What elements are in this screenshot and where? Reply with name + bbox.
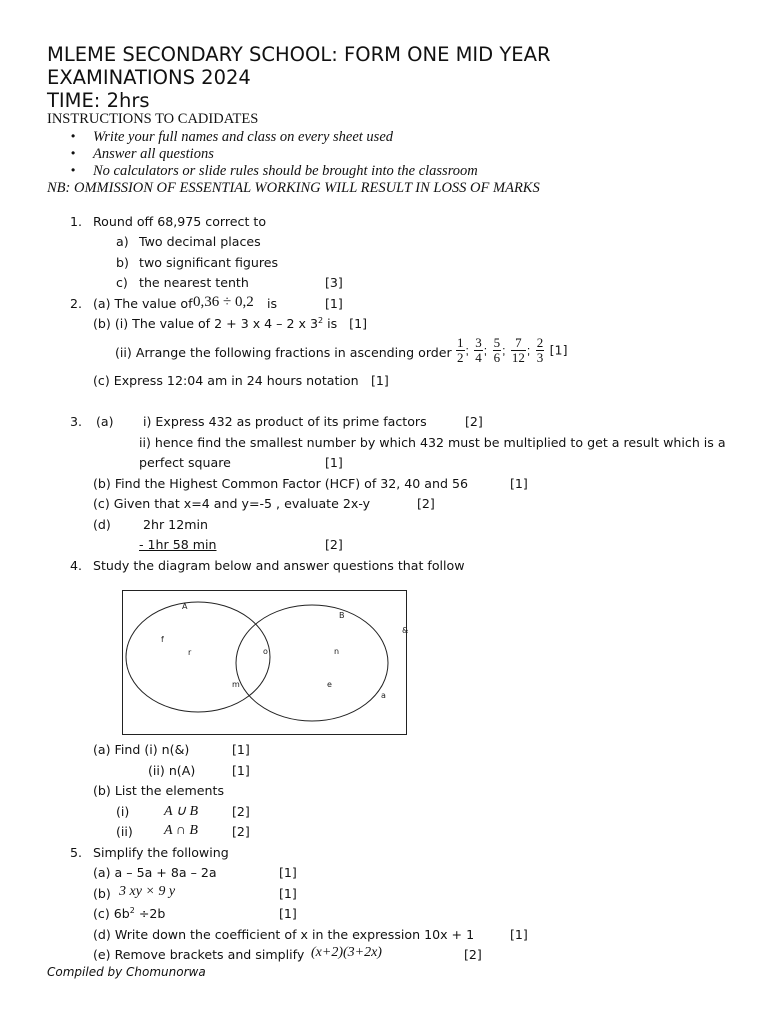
q1-b-label: b) [116, 255, 129, 270]
q2-fraction-list: $\frac{1}{2}$ ; $\frac{3}{4}$ ; $\frac{5}{6}$ ; $\frac{7}{12}$ ; $\frac{2}{3}$ [1] [457, 335, 568, 365]
q3-d-line-1: 2hr 12min [143, 517, 208, 532]
q4-bii-marks: [2] [232, 824, 250, 839]
q2-bii-marks: [1] [549, 342, 568, 358]
q5-number: 5. [70, 845, 83, 860]
venn-element: a [381, 691, 386, 700]
fraction: $\frac{1}{2}$ [457, 335, 464, 365]
q5-b-label: (b) [93, 886, 111, 901]
q3-b-marks: [1] [510, 476, 528, 491]
q4-bii-label: (ii) [116, 824, 133, 839]
q1-text: Round off 68,975 correct to [93, 214, 267, 229]
q5-e-marks: [2] [464, 947, 482, 962]
q5-text: Simplify the following [93, 845, 229, 860]
title-line-1: MLEME SECONDARY SCHOOL: FORM ONE MID YEAR [47, 43, 551, 66]
q5-c-marks: [1] [279, 906, 297, 921]
footer-credit: Compiled by Chomunorwa [47, 965, 206, 979]
fraction: $\frac{7}{12}$ [511, 335, 525, 365]
q4-bi-marks: [2] [232, 804, 250, 819]
exam-time: TIME: 2hrs [47, 89, 150, 112]
bullet-icon: • [71, 129, 76, 143]
q2-bi-exponent: 2 [317, 316, 324, 325]
venn-element: m [232, 680, 240, 689]
q4-number: 4. [70, 558, 83, 573]
q3-b-text: (b) Find the Highest Common Factor (HCF) of 32, 40 and 56 [93, 476, 469, 491]
q2-a-is: is [267, 296, 278, 311]
q3-ai-marks: [2] [465, 414, 483, 429]
instruction-item: Answer all questions [93, 146, 214, 162]
bullet-icon: • [71, 146, 76, 160]
q5-a-text: (a) a – 5a + 8a – 2a [93, 865, 217, 880]
q3-aii-text: ii) hence find the smallest number by which 432 must be multiplied to get a result which is a [139, 435, 726, 450]
bullet-icon: • [71, 163, 76, 177]
fraction: $\frac{2}{3}$ [536, 335, 544, 365]
q2-c-text: (c) Express 12:04 am in 24 hours notation [93, 373, 359, 388]
q2-bi-is: is [327, 316, 338, 332]
q5-c-text [93, 906, 165, 921]
title-line-2: EXAMINATIONS 2024 [47, 66, 251, 89]
q3-aii-marks: [1] [325, 455, 343, 470]
q3-a-label: (a) [96, 414, 114, 429]
q5-d-text: (d) Write down the coefficient of x in the expression 10x + 1 [93, 927, 475, 942]
q1-c-text: the nearest tenth [139, 275, 249, 290]
fraction: $\frac{3}{4}$ [475, 335, 482, 365]
venn-element: e [327, 680, 332, 689]
q3-number: 3. [70, 414, 83, 429]
q3-ai-text: i) Express 432 as product of its prime factors [143, 414, 427, 429]
venn-element: o [263, 647, 268, 656]
q5-a-marks: [1] [279, 865, 297, 880]
q4-bii-expression: A ∩ B [164, 823, 198, 838]
q3-aii-text-cont: perfect square [139, 455, 231, 470]
q4-aii-marks: [1] [232, 763, 250, 778]
venn-diagram [122, 590, 408, 736]
q2-a-text: (a) The value of [93, 296, 193, 311]
q1-c-label: c) [116, 275, 128, 290]
instruction-item: No calculators or slide rules should be brought into the classroom [93, 163, 478, 179]
fraction: $\frac{5}{6}$ [493, 335, 501, 365]
instructions-heading: INSTRUCTIONS TO CADIDATES [47, 111, 259, 127]
q5-e-expression: (x+2)(3+2x) [311, 945, 382, 960]
q4-bi-expression: A ∪ B [164, 804, 199, 819]
q2-bii-text: (ii) Arrange the following fractions in ascending order [115, 345, 452, 360]
q2-a-marks: [1] [325, 296, 343, 311]
q4-aii-text: (ii) n(A) [148, 763, 196, 778]
q5-c-exponent: 2 [129, 906, 135, 915]
q1-marks: [3] [325, 275, 343, 290]
q5-e-text: (e) Remove brackets and simplify [93, 947, 305, 962]
q1-a-label: a) [116, 234, 129, 249]
set-a-label: A [182, 602, 188, 611]
q4-bi-label: (i) [116, 804, 130, 819]
q1-b-text: two significant figures [139, 255, 279, 270]
universal-set-rectangle [123, 591, 407, 735]
q1-number: 1. [70, 214, 83, 229]
q3-d-line-2: - 1hr 58 min [139, 537, 217, 552]
q2-bi-expression: (b) (i) The value of 2 + 3 x 4 – 2 x 3 [93, 316, 318, 332]
q3-d-label: (d) [93, 517, 111, 532]
universal-set-label: & [402, 626, 408, 635]
q2-c-marks: [1] [371, 373, 389, 388]
q1-a-text: Two decimal places [139, 234, 261, 249]
q2-number: 2. [70, 296, 83, 311]
q4-a-text: (a) Find (i) n(&) [93, 742, 190, 757]
instruction-item: Write your full names and class on every sheet used [93, 129, 394, 145]
q4-b-text: (b) List the elements [93, 783, 225, 798]
q5-b-expression: 3 xy × 9 y [119, 884, 176, 899]
set-b-circle [236, 605, 388, 721]
venn-element: f [161, 635, 164, 644]
q3-c-marks: [2] [417, 496, 435, 511]
q2-a-expression: 0,36 ÷ 0,2 [193, 294, 254, 310]
q2-bi-marks: [1] [349, 316, 367, 332]
q5-d-marks: [1] [510, 927, 528, 942]
q5-c-base: (c) 6b [93, 906, 130, 922]
q3-d-marks: [2] [325, 537, 343, 552]
venn-element: n [334, 647, 340, 656]
q4-ai-marks: [1] [232, 742, 250, 757]
venn-element: r [188, 648, 192, 657]
set-b-label: B [339, 611, 345, 620]
nb-note: NB: OMMISSION OF ESSENTIAL WORKING WILL RESULT IN LOSS OF MARKS [47, 180, 540, 196]
q5-c-rest: ÷2b [134, 906, 166, 922]
q4-text: Study the diagram below and answer questions that follow [93, 558, 465, 573]
q5-b-marks: [1] [279, 886, 297, 901]
q2-bi-text [93, 316, 367, 331]
q3-c-text: (c) Given that x=4 and y=-5 , evaluate 2x-y [93, 496, 371, 511]
